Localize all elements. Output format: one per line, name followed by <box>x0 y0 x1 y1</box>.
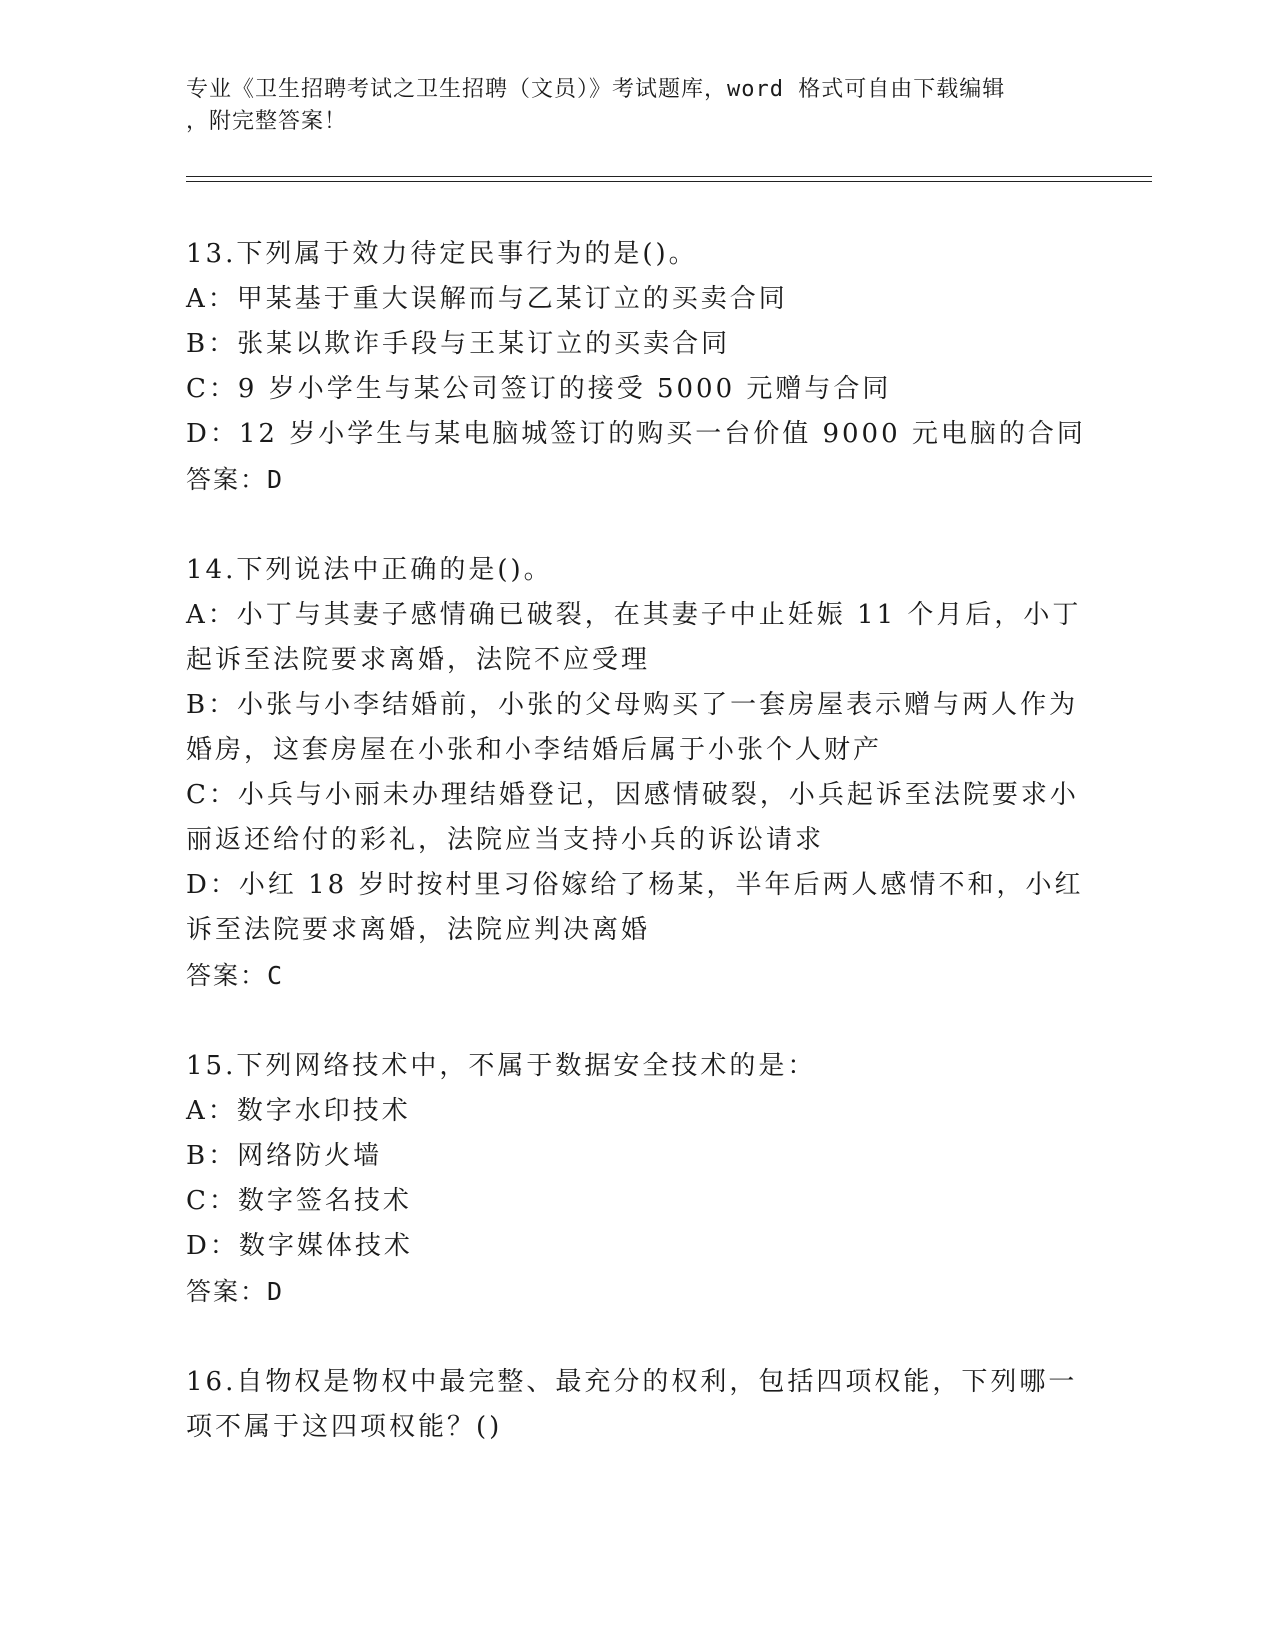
option-c: C：小兵与小丽未办理结婚登记，因感情破裂，小兵起诉至法院要求小 <box>186 780 1079 810</box>
question-text: 15.下列网络技术中，不属于数据安全技术的是： <box>186 1051 817 1081</box>
question-16 <box>186 1360 1086 1450</box>
question-text: 14.下列说法中正确的是()。 <box>186 555 553 585</box>
option-a: A：甲某基于重大误解而与乙某订立的买卖合同 <box>186 284 788 314</box>
question-14 <box>186 548 1086 998</box>
question-text: 16.自物权是物权中最完整、最充分的权利，包括四项权能，下列哪一 <box>186 1367 1078 1397</box>
question-text-continued: 项不属于这四项权能？() <box>186 1412 503 1442</box>
answer-label: 答案：D <box>186 1277 285 1306</box>
header-line: ，附完整答案！ <box>186 109 348 134</box>
header-divider-bottom <box>186 181 1152 182</box>
option-a: A：数字水印技术 <box>186 1096 411 1126</box>
option-d: D：12 岁小学生与某电脑城签订的购买一台价值 9000 元电脑的合同 <box>186 419 1086 449</box>
option-c-continued: 丽返还给付的彩礼，法院应当支持小兵的诉讼请求 <box>186 825 825 855</box>
option-b-continued: 婚房，这套房屋在小张和小李结婚后属于小张个人财产 <box>186 735 883 765</box>
option-c: C：数字签名技术 <box>186 1186 412 1216</box>
question-text: 13.下列属于效力待定民事行为的是()。 <box>186 239 698 269</box>
header-line: 专业《卫生招聘考试之卫生招聘（文员）》考试题库，word 格式可自由下载编辑 <box>186 77 1006 102</box>
option-c: C：9 岁小学生与某公司签订的接受 5000 元赠与合同 <box>186 374 892 404</box>
option-a: A：小丁与其妻子感情确已破裂，在其妻子中止妊娠 11 个月后，小丁 <box>186 600 1082 630</box>
document-header <box>186 74 1066 138</box>
option-d: D：数字媒体技术 <box>186 1231 413 1261</box>
option-d-continued: 诉至法院要求离婚，法院应判决离婚 <box>186 915 651 945</box>
option-b: B：张某以欺诈手段与王某订立的买卖合同 <box>186 329 731 359</box>
question-13 <box>186 232 1086 502</box>
header-divider-top <box>186 176 1152 177</box>
answer-label: 答案：D <box>186 465 285 494</box>
option-d: D：小红 18 岁时按村里习俗嫁给了杨某，半年后两人感情不和，小红 <box>186 870 1084 900</box>
option-b: B：网络防火墙 <box>186 1141 383 1171</box>
answer-label: 答案：C <box>186 961 285 990</box>
option-b: B：小张与小李结婚前，小张的父母购买了一套房屋表示赠与两人作为 <box>186 690 1079 720</box>
question-15 <box>186 1044 1086 1314</box>
question-list <box>186 232 1086 1496</box>
option-a-continued: 起诉至法院要求离婚，法院不应受理 <box>186 645 651 675</box>
